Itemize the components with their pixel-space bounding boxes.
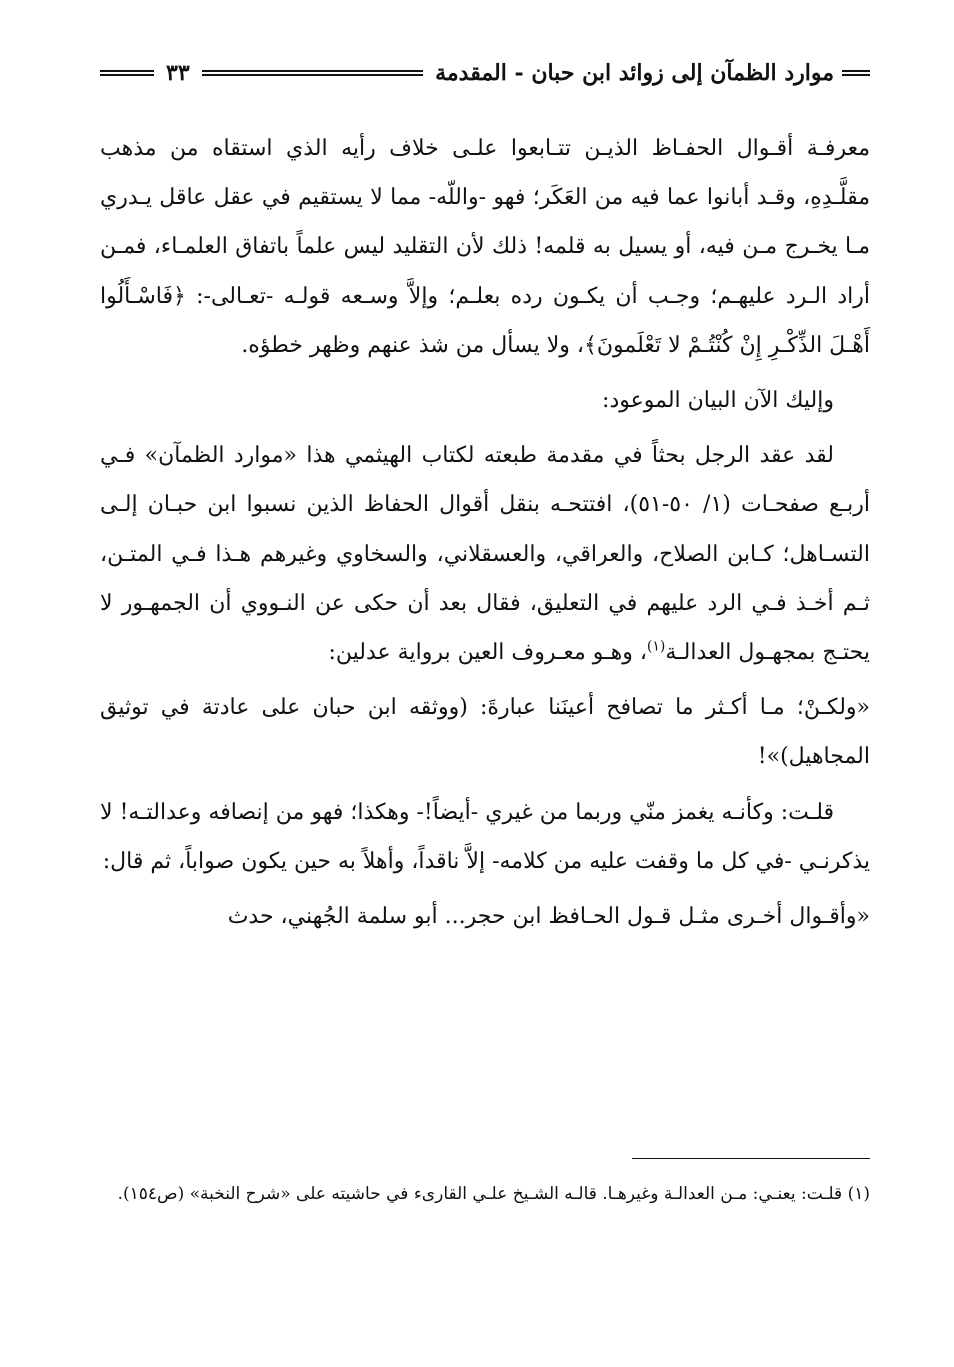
header-title: موارد الظمآن إلى زوائد ابن حبان - المقدمة xyxy=(435,60,834,86)
footnote: (١) قلـت: يعنـي: مـن العدالـة وغيرهـا. قالـه الشـيخ علـي القارىء في حاشيته على «شرح النخبة» (ص١٥٤). xyxy=(117,1184,870,1204)
footnote-divider xyxy=(632,1158,870,1159)
paragraph-6: «وأقـوال أخـرى مثـل قـول الحـافظ ابن حجر... أبو سلمة الجُهني، حدث xyxy=(227,904,870,930)
header-rule-middle xyxy=(202,70,423,76)
running-header xyxy=(100,56,870,90)
paragraph-5: قلـت: وكأنـه يغمز منّي وربما من غيري -أيضاً!- وهكذا؛ فهو من إنصافه وعدالتـه! لا يذكرنـي -في كل ما وقفت عليه من كلامه- إلاَّ ناقداً، وأهلاً به حين يكون صواباً، ثم قال: xyxy=(100,799,870,874)
header-rule-right xyxy=(842,70,870,76)
paragraph-3-text-b: ، وهـو معـروف العين برواية عدلين: xyxy=(328,640,647,666)
footnote-mark: (١) xyxy=(646,638,666,655)
paragraph-1: معرفـة أقـوال الحفـاظ الذيـن تتـابعوا علـى خلاف رأيه الذي استقاه من مذهب مقلَّـدِهِ، وقـد أبانوا عما فيه من العَكَر؛ فهو -واللّه- مما لا يستقيم في عقل عاقل يـدري مـا يخـرج مـن فيه، أو يسيل به قلمه! ذلك لأن التقليد ليس علماً باتفاق العلمـاء، فمـن أراد الـرد عليهـم؛ وجـب أن يكـون رده بعلـم؛ وإلاَّ وسـعه قولـه -تعـالى-: ﴿فَاسْـأَلُوا أَهْـلَ الذِّكْـرِ إِنْ كُنْتُـمْ لا تَعْلَمونَ﴾، ولا يسأل من شذ عنهم وظهر خطؤه. xyxy=(100,136,870,358)
header-rule-left xyxy=(100,70,154,76)
paragraph-3-text-a: لقد عقد الرجل بحثاً في مقدمة طبعته لكتاب الهيثمي هذا «موارد الظمآن» فـي أربـع صفحـات (١/ ٥٠-٥١)، افتتحـه بنقل أقوال الحفاظ الذين نسبوا ابن حبـان إلـى التسـاهل؛ كـابن الصلاح، والعراقي، والعسقلاني، والسخاوي وغيرهم هـذا فـي المتـن، ثـم أخـذ فـي الرد عليهم في التعليق، فقال بعد أن حكى عن النـووي أن الجمهـور لا يحتـج بمجهـول العدالـة xyxy=(100,443,871,666)
paragraph-2: وإليك الآن البيان الموعود: xyxy=(602,388,834,414)
page-number: ٣٣ xyxy=(166,60,190,86)
paragraph-3 xyxy=(100,431,870,677)
main-text xyxy=(100,124,870,941)
paragraph-4: «ولكـنْ؛ مـا أكـثر ما تصافح أعينَنا عبارةَ: (ووثقه ابن حبان على عادتة في توثيق المجاهيل)»! xyxy=(100,695,870,770)
